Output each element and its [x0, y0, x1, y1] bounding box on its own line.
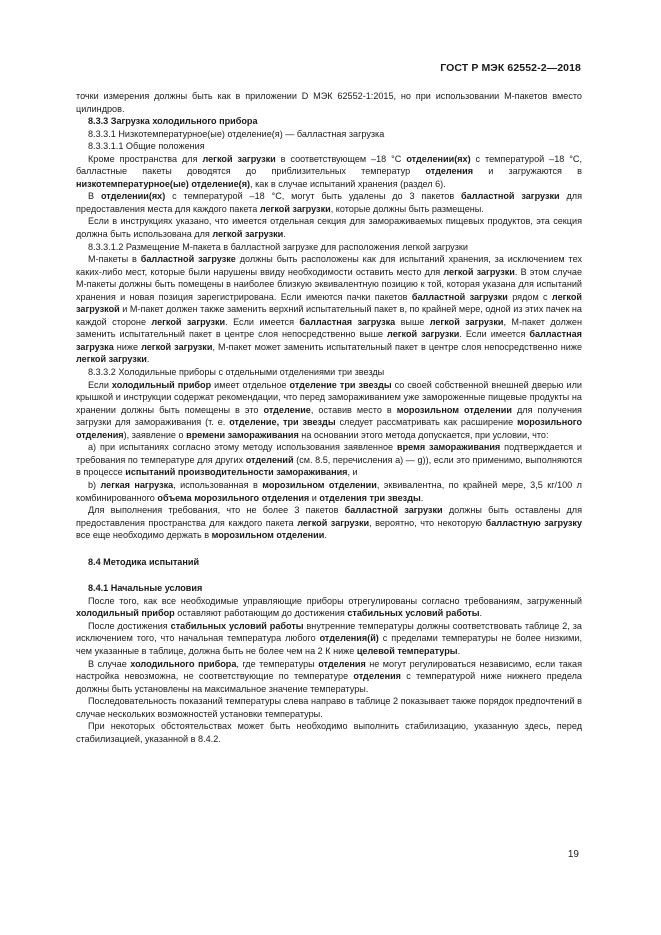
document-standard-id: ГОСТ Р МЭК 62552-2—2018	[440, 62, 581, 74]
paragraph: Если в инструкциях указано, что имеется отдельная секция для замораживаемых пищевых продуктов, эта секция должна быть использована для легкой загрузки.	[76, 216, 582, 240]
paragraph: После того, как все необходимые управляющие приборы отрегулированы согласно требованиям, загруженный холодильный прибор оставляют работающим до достижения стабильных условий работы.	[76, 595, 582, 619]
section-heading: 8.3.3 Загрузка холодильного прибора	[88, 116, 258, 127]
paragraph: 8.3.3.2 Холодильные приборы с отдельными отделениями три звезды	[88, 367, 385, 378]
paragraph: 8.3.3.1.1 Общие положения	[88, 141, 205, 152]
paragraph: b) легкая нагрузка, использованная в морозильном отделении, эквивалентна, по крайней мере, 3,5 кг/100 л комбинированного объема морозильного отделения и отделения три звезды.	[76, 479, 582, 503]
paragraph: В отделении(ях) с температурой –18 °С, могут быть удалены до 3 пакетов балластной загрузки для предоставления места для каждого пакета легкой загрузки, которые должны быть размещены.	[76, 191, 583, 214]
paragraph: Для выполнения требования, что не более 3 пакетов балластной загрузки должны быть оставлены для предоставления пространства для каждого пакета легкой загрузки, вероятно, что некоторую балластную загрузку все еще необходимо держать в морозильном отделении.	[76, 505, 583, 541]
paragraph: Последовательность показаний температуры слева направо в таблице 2 показывает также порядок предпочтений в случае нескольких возможностей установки температуры.	[76, 696, 582, 719]
paragraph: В случае холодильного прибора, где температуры отделения не могут регулироваться независимо, если такая настройка невозможна, не соответствующие по температуре отделения с температурой ниже нижнего предела должны быть установлены на максимальное значение температуры.	[76, 658, 583, 694]
paragraph: М-пакеты в балластной загрузке должны быть расположены как для испытаний хранения, за исключением тех каких-либо мест, которые были нарушены ввиду необходимости оставить место для легкой загрузки. В этом случае М-пакеты должны быть помещены в наиболее близкую эквивалентную позицию к той, которая указана для испытаний хранения и новая позиция зарегистрирована. Если имеются пачки пакетов балластной загрузки рядом с легкой загрузкой и М-пакет должен также заменить верхний испытательный пакет в, по крайней мере, одной из этих пачек на каждой стороне легкой загрузки. Если имеется балластная загрузка выше легкой загрузки, М-пакет должен заменить испытательный пакет в центре слоя непосредственно выше легкой загрузки. Если имеется балластная загрузка ниже легкой загрузки, М-пакет может заменить испытательный пакет в центре слоя непосредственно ниже легкой загрузки.	[76, 254, 583, 365]
paragraph: После достижения стабильных условий работы внутренние температуры должны соответствовать таблице 2, за исключением того, что начальная температура любого отделения(й) с пределами температуры не более низкими, чем указанные в таблице, должна быть не более чем на 2 К ниже целевой температуры.	[76, 620, 582, 656]
paragraph: При некоторых обстоятельствах может быть необходимо выполнить стабилизацию, указанную здесь, перед стабилизацией, указанной в 8.4.2.	[76, 721, 582, 744]
page-number: 19	[567, 849, 579, 860]
paragraph: Если холодильный прибор имеет отдельное отделение три звезды со своей собственной внешней дверью или крышкой и инструкции содержат рекомендации, что перед замораживанием уже замороженные пищевые продукты на хранении должны быть помещены в это отделение, оставив место в морозильном отделении для получения загрузки для замораживания (т. е. отделение, три звезды следует рассматривать как расширение морозильного отделения), заявление о времени замораживания на основании этого метода допускается, при условии, что:	[76, 379, 582, 440]
paragraph: 8.3.3.1.2 Размещение М-пакета в балластной загрузке для расположения легкой загрузки	[88, 241, 468, 252]
document-body	[76, 90, 582, 745]
paragraph: 8.3.3.1 Низкотемпературное(ые) отделение(я) — балластная загрузка	[88, 128, 385, 139]
paragraph: точки измерения должны быть как в приложении D МЭК 62552-1:2015, но при использовании М-пакетов вместо цилиндров.	[76, 91, 582, 114]
paragraph: а) при испытаниях согласно этому методу использования заявленное время замораживания подтверждается и требования по температуре для других отделений (см. 8.5, перечисления а) — g)), если это применимо, выполняются в процессе испытаний производительности замораживания, и	[76, 442, 582, 478]
section-heading: 8.4 Методика испытаний	[88, 556, 200, 567]
section-heading: 8.4.1 Начальные условия	[88, 583, 203, 594]
paragraph: Кроме пространства для легкой загрузки в соответствующем –18 °С отделении(ях) с температурой –18 °С, балластные пакеты доводятся до приблизительных температур отделения и загружаются в низкотемпературное(ые) отделение(я), как в случае испытаний хранения (раздел 6).	[76, 153, 582, 189]
